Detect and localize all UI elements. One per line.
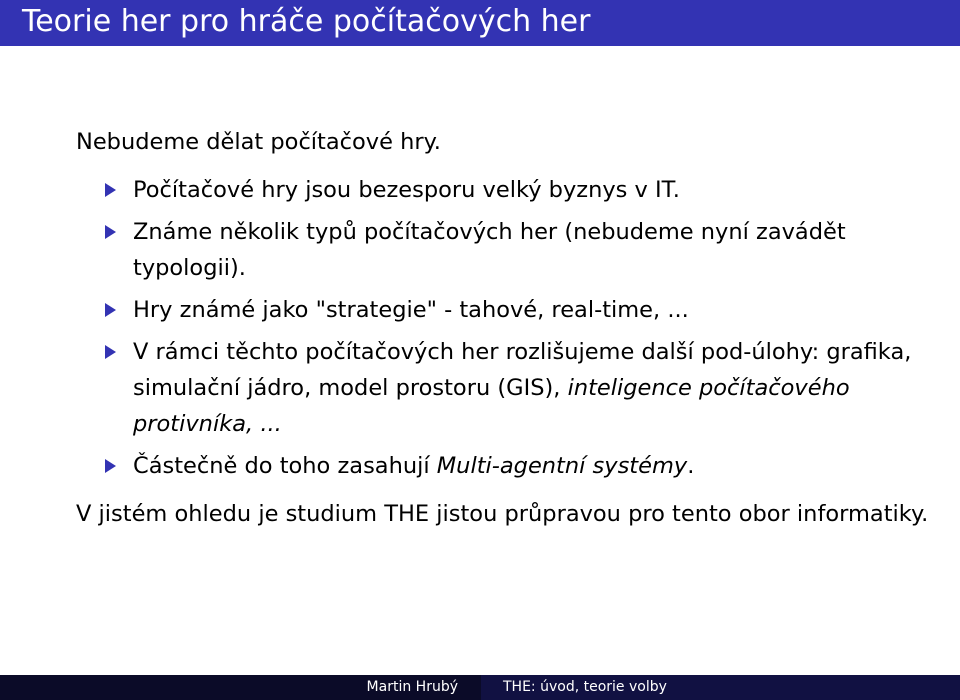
bullet-item	[76, 292, 936, 328]
bullet-text: Hry známé jako "strategie" - tahové, real-time, ...	[133, 297, 689, 323]
triangle-right-icon	[105, 225, 116, 239]
bullet-text: Částečně do toho zasahují	[133, 453, 437, 479]
triangle-right-icon	[105, 303, 116, 317]
bullet-item	[76, 172, 936, 208]
bullet-item	[76, 334, 936, 442]
bullet-list	[76, 172, 936, 484]
intro-text: Nebudeme dělat počítačové hry.	[76, 129, 441, 155]
triangle-right-icon	[105, 459, 116, 473]
bullet-text: Známe několik typů počítačových her (nebudeme nyní zavádět typologii).	[133, 219, 846, 281]
title-bar	[0, 0, 960, 46]
bullet-item	[76, 448, 936, 484]
triangle-right-icon	[105, 183, 116, 197]
bullet-emphasis: inteligence počítačového protivníka, ...	[133, 375, 850, 437]
bullet-text: V rámci těchto počítačových her rozlišujeme další pod-úlohy: grafika, simulační jádro, model prostoru (GIS),	[133, 339, 912, 401]
bullet-item	[76, 214, 936, 286]
bullet-text: Počítačové hry jsou bezesporu velký byznys v IT.	[133, 177, 680, 203]
slide-title: Teorie her pro hráče počítačových her	[22, 4, 591, 39]
bullet-suffix: .	[687, 453, 695, 479]
triangle-right-icon	[105, 345, 116, 359]
bullet-emphasis: Multi-agentní systémy	[436, 453, 688, 479]
slide-content	[76, 124, 936, 532]
closing-text: V jistém ohledu je studium THE jistou průpravou pro tento obor informatiky.	[76, 501, 929, 527]
footer-short-title: THE: úvod, teorie volby	[481, 675, 960, 700]
footer	[0, 675, 960, 700]
footer-author: Martin Hrubý	[0, 675, 481, 700]
